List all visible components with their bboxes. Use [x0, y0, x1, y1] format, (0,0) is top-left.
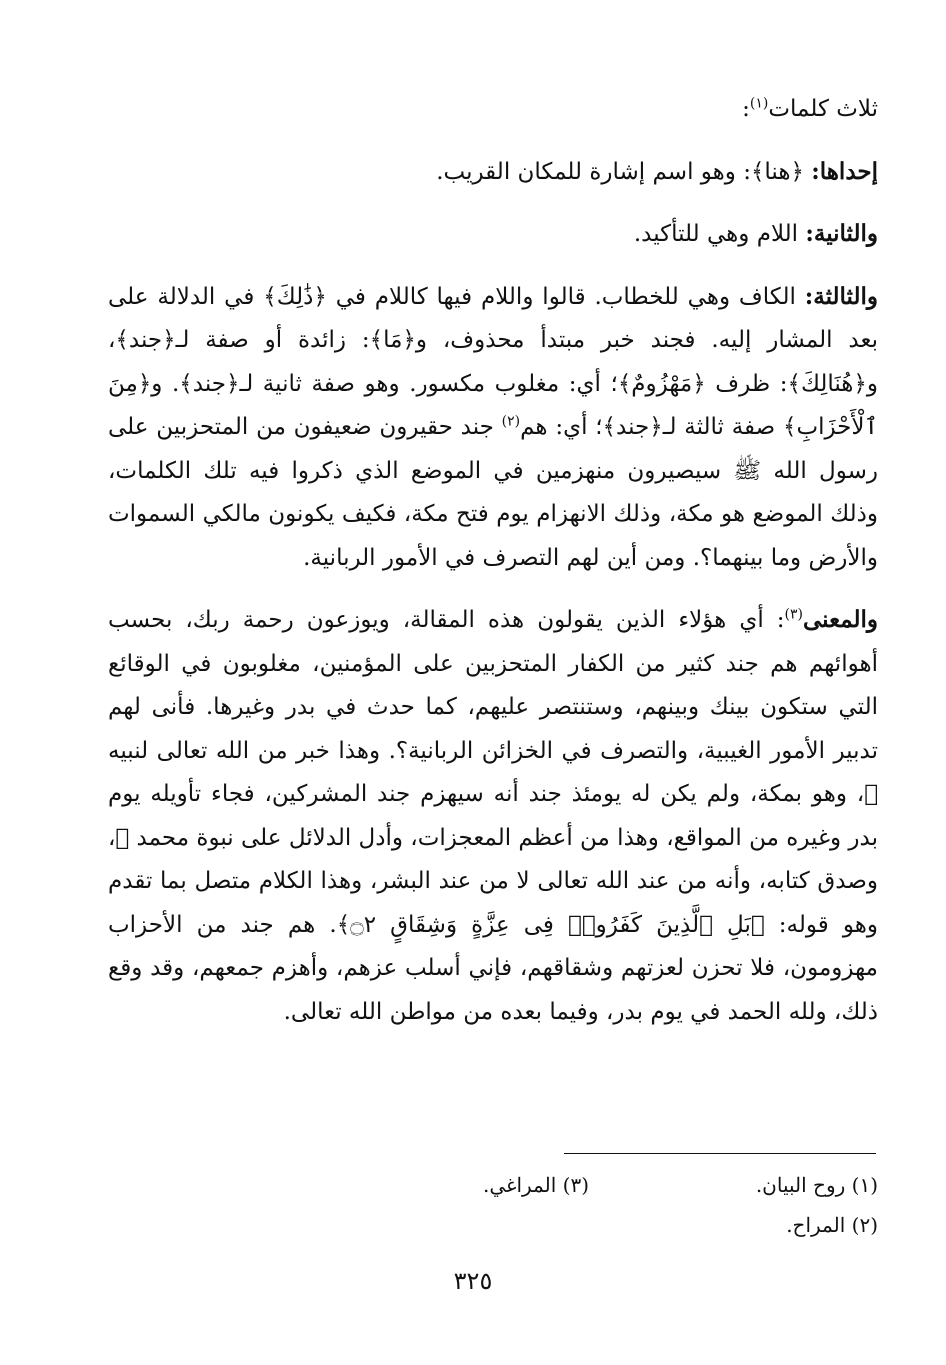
- footnote-ref-2: (٢): [501, 413, 521, 430]
- paragraph-first: [108, 150, 878, 195]
- paragraph-third: [108, 275, 878, 581]
- footnotes: [300, 1165, 878, 1245]
- paragraph-meaning: [108, 598, 878, 1034]
- intro-colon: :: [742, 96, 750, 122]
- footnote-2-number: (٢): [851, 1213, 878, 1237]
- paragraph-meaning-body: : أي هؤلاء الذين يقولون هذه المقالة، ويوزعون رحمة ربك، بحسب أهوائهم هم جند كثير من الكفار المتحزبين على المؤمنين، مغلوبون في الوقائع التي ستكون بينك وبينهم، وستنتصر عليهم، كما حدث في بدر وغيرها. فأنى لهم تدبير الأمور الغيبية، والتصرف في الخزائن الربانية؟. وهذا خبر من الله تعالى لنبيه ﷺ، وهو بمكة، ولم يكن له يومئذ جند أنه سيهزم جند المشركين، فجاء تأويله يوم بدر وغيره من المواقع، وهذا من أعظم المعجزات، وأدل الدلائل على نبوة محمد ﷺ، وصدق كتابه، وأنه من عند الله تعالى لا من عند البشر، وهذا الكلام متصل بما تقدم وهو قوله: ﴿بَلِ ٱلَّذِينَ كَفَرُوا۟ فِى عِزَّةٍ وَشِقَاقٍ ۝٢﴾. هم جند من الأحزاب مهزومون، فلا تحزن لعزتهم وشقاقهم، فإني أسلب عزهم، وأهزم جمعهم، وقد وقع ذلك، ولله الحمد في يوم بدر، وفيما بعده من مواطن الله تعالى.: [108, 607, 878, 1025]
- footnote-row: [300, 1165, 878, 1205]
- footnote-2-text: المراح.: [786, 1213, 846, 1237]
- paragraph-second-lead: والثانية:: [805, 220, 878, 247]
- footnote-2: [589, 1205, 878, 1245]
- paragraph-first-lead: إحداها:: [811, 157, 878, 185]
- paragraph-meaning-lead: والمعنى: [802, 606, 878, 633]
- footnote-3: [300, 1165, 589, 1205]
- footnote-3-number: (٣): [562, 1173, 589, 1197]
- footnote-ref-3: (٣): [784, 606, 803, 623]
- footnote-ref-1: (١): [749, 95, 769, 112]
- footnote-1-number: (١): [851, 1173, 878, 1197]
- intro-text: ثلاث كلمات: [768, 96, 878, 122]
- paragraph-third-body-a: الكاف وهي للخطاب. قالوا واللام فيها كاللام في ﴿ذَٰلِكَ﴾ في الدلالة على بعد المشار إليه. فجند خبر مبتدأ محذوف، و﴿مَا﴾: زائدة أو صفة لـ﴿جند﴾، و﴿هُنَالِكَ﴾: ظرف ﴿مَهْزُومٌ﴾؛ أي: مغلوب مكسور. وهو صفة ثانية لـ﴿جند﴾. و﴿مِنَ ٱلْأَحْزَابِ﴾ صفة ثالثة لـ﴿جند﴾؛ أي: هم: [108, 283, 878, 440]
- paragraph-second: [108, 212, 878, 257]
- page-number: ٣٢٥: [453, 1267, 493, 1295]
- footnote-1-text: روح البيان.: [755, 1173, 846, 1197]
- paragraph-third-lead: والثالثة:: [804, 282, 878, 310]
- page-body: [108, 88, 878, 1034]
- paragraph-third-body-b: جند حقيرون ضعيفون من المتحزبين على رسول الله ﷺ سيصيرون منهزمين في الموضع الذي ذكروا فيه تلك الكلمات، وذلك الموضع هو مكة، وذلك الانهزام يوم فتح مكة، فكيف يكونون مالكي السموات والأرض وما بينهما؟. ومن أين لهم التصرف في الأمور الربانية.: [108, 414, 878, 571]
- paragraph-first-body: ﴿هنا﴾: وهو اسم إشارة للمكان القريب.: [436, 158, 812, 185]
- footnote-1: [589, 1165, 878, 1205]
- footnote-3-text: المراغي.: [482, 1173, 557, 1197]
- footnote-row: [300, 1205, 878, 1245]
- paragraph-second-body: اللام وهي للتأكيد.: [633, 221, 806, 247]
- footnote-separator: [564, 1153, 876, 1154]
- intro-line: [108, 88, 878, 132]
